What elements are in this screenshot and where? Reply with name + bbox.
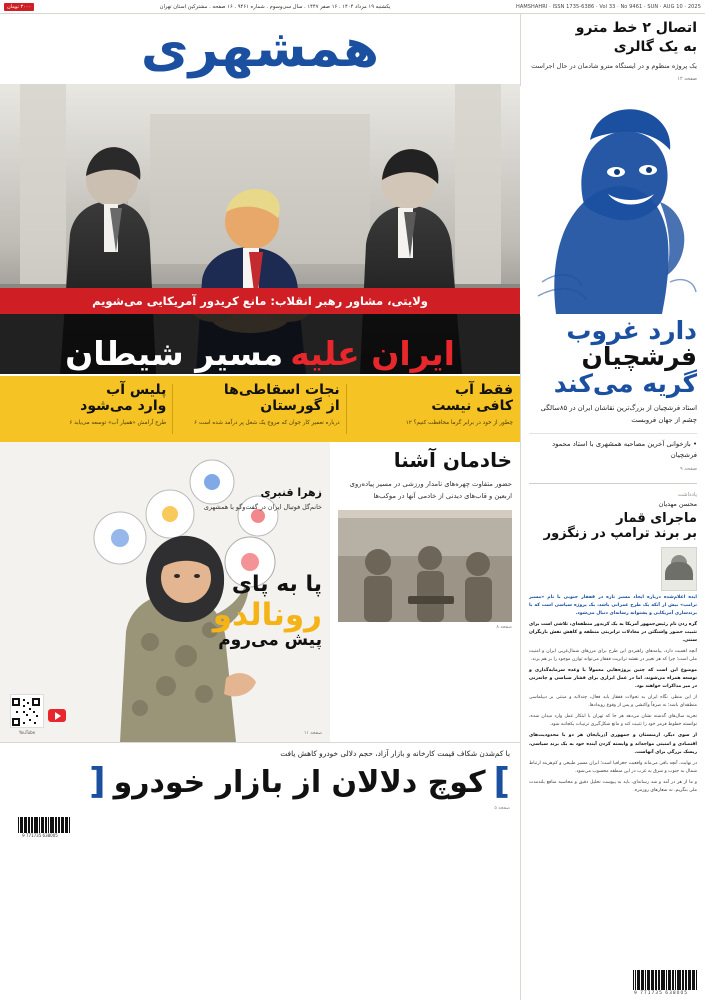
barcode-number: 9 771735 638005 bbox=[633, 991, 689, 996]
footballer-name-block bbox=[204, 486, 322, 513]
bottom-deck: با کم‌شدن شکاف قیمت کارخانه و بازار آزاد، حجم دلالی خودرو کاهش یافت bbox=[280, 749, 510, 758]
issue-date-line: یکشنبه ۱۹ مرداد ۱۴۰۴ . ۱۶ صفر ۱۴۴۷ . سال سی‌وسوم . شماره ۹۴۶۱ . ۱۶ صفحه . مشترکین استان تهران bbox=[159, 3, 391, 10]
price-badge: ۳۰۰۰ تومان bbox=[4, 3, 34, 11]
issn-line: HAMSHAHRI · ISSN 1735-6386 · Vol 33 · No 9461 · SUN · AUG 10 · 2025 bbox=[515, 3, 701, 10]
opinion-para-3: موضوع این است که چنین پروژه‌هایی معمولاً با وعده سرمایه‌گذاری و توسعه همراه می‌شوند، اما در عمل ابزاری برای فشار سیاسی و چانه‌زنی در میز مذاکرات خواهند بود. bbox=[529, 668, 697, 690]
opinion-para-6: از سوی دیگر، ارمنستان و جمهوری آذربایجان هر دو با محدودیت‌های اقتصادی و امنیتی مواجه‌اند و وابسته کردن آینده خود به یک برند سیاسی، ریسک بزرگی برای آنهاست. bbox=[529, 733, 697, 755]
teaser-police-sub: طرح آرامش «همیار آب» توسعه می‌یابد ۶ bbox=[69, 420, 167, 427]
metro-story-line1: اتصال ۲ خط مترو bbox=[575, 20, 697, 36]
youtube-icon[interactable] bbox=[48, 709, 66, 722]
qr-label: YouTube bbox=[18, 730, 36, 735]
opinion-title-line2: بر برند ترامپ در زنگزور bbox=[543, 526, 697, 542]
masthead-logo bbox=[0, 14, 520, 84]
arbaeen-feature bbox=[330, 442, 520, 742]
teaser-water-title2: کافی نیست bbox=[431, 398, 513, 415]
opinion-body bbox=[521, 594, 705, 802]
football-headline-line3: پیش می‌روم bbox=[218, 630, 322, 650]
opinion-title-line1: ماجرای قمار bbox=[616, 510, 697, 526]
teaser-scrap-title1: نجات اسقاطی‌ها bbox=[223, 382, 340, 398]
avatar-body bbox=[665, 562, 693, 580]
football-feature bbox=[0, 442, 330, 742]
teaser-item-scrap bbox=[173, 376, 346, 442]
farshchian-line2: فرشچیان bbox=[581, 342, 697, 372]
bottom-page: صفحه ۵ bbox=[494, 806, 510, 811]
football-headline-line1: پا به پای bbox=[231, 572, 322, 597]
masthead-info-strip bbox=[0, 0, 705, 14]
bottom-headline: کوچ دلالان از بازار خودرو bbox=[113, 764, 486, 800]
opinion-para-8: و ما از هر در آمد و شد رسانه‌ای، باید به پیوست تحلیل دقیق و محاسبه منافع بلندمدت ملی بنگریم، نه شعارهای روزمره. bbox=[529, 779, 697, 793]
qr-code[interactable] bbox=[10, 694, 44, 728]
lead-headline-white: مسیر شیطان bbox=[65, 334, 284, 373]
opinion-para-4: از این منظر، نگاه ایران به تحولات قفقاز باید فعال، چندلایه و مبتنی بر دیپلماسی منطقه‌ای باشد؛ نه صرفاً واکنشی و پس از وقوع رویدادها. bbox=[529, 695, 697, 709]
teaser-item-police bbox=[0, 376, 173, 442]
bottom-barcode bbox=[10, 817, 70, 839]
farshchian-line1: دارد غروب bbox=[566, 316, 697, 346]
opinion-author-avatar bbox=[661, 547, 697, 591]
bracket-close-icon: [ bbox=[89, 761, 106, 802]
lead-photo bbox=[0, 84, 520, 374]
metro-gallery-story bbox=[521, 14, 705, 86]
arbaeen-page: صفحه ۸ bbox=[496, 625, 512, 631]
bottom-barcode-bars bbox=[10, 817, 70, 833]
masthead-logo-text: همشهری bbox=[140, 19, 380, 79]
lead-headline-red: ایران علیه bbox=[290, 334, 455, 373]
main-column bbox=[0, 14, 520, 1000]
red-quote-banner: ولایتی، مشاور رهبر انقلاب: مانع کریدور آمریکایی می‌شویم bbox=[0, 288, 520, 314]
teaser-item-water bbox=[347, 376, 520, 442]
football-headline-line2: رونالدو bbox=[212, 597, 322, 633]
opinion-header bbox=[521, 489, 705, 542]
farshchian-portrait bbox=[520, 86, 705, 316]
farshchian-deck: استاد فرشچیان از بزرگ‌ترین نقاشان ایران در ۸۵سالگی چشم از جهان فروبست bbox=[540, 403, 697, 424]
bottom-headline-row bbox=[10, 761, 510, 802]
sidebar-barcode bbox=[625, 970, 697, 996]
opinion-para-2: آنچه اهمیت دارد، پیامدهای راهبردی این طرح برای مرزهای شمال‌غربی ایران و امنیت ملی است؛ چرا که هر تغییر در نقشه ترانزیت قفقاز می‌تواند توازن موجود را بر هم بزند. bbox=[529, 649, 697, 663]
yellow-teaser-band bbox=[0, 374, 520, 442]
arbaeen-title: خادمان آشنا bbox=[393, 448, 512, 472]
opinion-para-7: در نهایت، آنچه باقی می‌ماند واقعیت جغرافیا است؛ ایران مسیر طبیعی و کم‌هزینه ارتباط شمال به جنوب و شرق به غرب در این منطقه محسوب می‌شود. bbox=[529, 760, 697, 774]
farshchian-page: صفحه ۹ bbox=[680, 465, 697, 472]
barcode-bars bbox=[625, 970, 697, 990]
farshchian-story bbox=[521, 316, 705, 478]
bottom-barcode-number: 9 771735 638005 bbox=[22, 833, 58, 838]
metro-story-line2: به یک گالری bbox=[613, 38, 697, 55]
opinion-para-1: گره زدن نام رئیس‌جمهور آمریکا به یک کریدور منطقه‌ای، تلاشی است برای تثبیت حضور واشنگتن در معادلات ترانزیتی منطقه و کاهش نقش بازیگران سنتی. bbox=[529, 622, 697, 644]
lead-headline bbox=[0, 334, 520, 373]
teaser-police-title2: وارد می‌شود bbox=[80, 398, 167, 415]
opinion-para-5: تجربه سال‌های گذشته نشان می‌دهد هر جا که تهران با ابتکار عمل وارد میدان شده، توانسته خطوط قرمز خود را تثبیت کند و مانع شکل‌گیری ترتیبات یکجانبه شود. bbox=[529, 714, 697, 728]
opinion-label: یادداشت bbox=[677, 491, 697, 498]
teaser-water-sub: چطور از خود در برابر گرما محافظت کنیم؟ ۱۲ bbox=[405, 420, 513, 427]
bracket-open-icon: ] bbox=[493, 761, 510, 802]
football-page: صفحه ۱۱ bbox=[303, 731, 322, 736]
teaser-scrap-title2: از گورستان bbox=[260, 398, 340, 415]
opinion-author: محسن مهدیان bbox=[658, 499, 697, 508]
right-sidebar-column bbox=[520, 14, 705, 1000]
arbaeen-photo bbox=[338, 510, 512, 622]
farshchian-line3: گریه می‌کند bbox=[553, 368, 697, 398]
teaser-police-title1: پلیس آب bbox=[106, 382, 167, 398]
teaser-scrap-sub: درباره تعمیر کار جوان که مروج یک شغل پر درآمد شده است ۶ bbox=[194, 420, 340, 427]
metro-story-deck: یک پروژه منظوم و در ایستگاه مترو شادمان در حال اجراست bbox=[531, 62, 697, 70]
footballer-name: زهرا قنبری bbox=[260, 486, 322, 499]
divider bbox=[529, 483, 697, 484]
farshchian-bullet: • بازخوانی آخرین مصاحبه همشهری با استاد محمود فرشچیان bbox=[529, 433, 697, 462]
middle-section bbox=[0, 442, 520, 742]
opinion-para-0: ایده اعلام‌شده درباره ایجاد مسیر تازه در قفقاز جنوبی با نام «مسیر ترامپ» بیش از آنکه یک طرح عمرانی باشد، یک پروژه سیاسی است که با برندسازی آمریکایی و پشتوانه رسانه‌ای دنبال می‌شود. bbox=[529, 595, 697, 617]
footballer-role: خانم‌گل فوتبال ایران در گفت‌وگو با همشهری bbox=[203, 503, 322, 511]
bottom-story bbox=[0, 743, 520, 843]
teaser-water-title1: فقط آب bbox=[455, 382, 513, 398]
arbaeen-deck: حضور متفاوت چهره‌های نامدار ورزشی در مسیر پیاده‌روی اربعین و قاب‌های دیدنی از خادمی آنها در موکب‌ها bbox=[349, 480, 512, 501]
metro-story-page: صفحه ۱۲ bbox=[677, 76, 697, 83]
